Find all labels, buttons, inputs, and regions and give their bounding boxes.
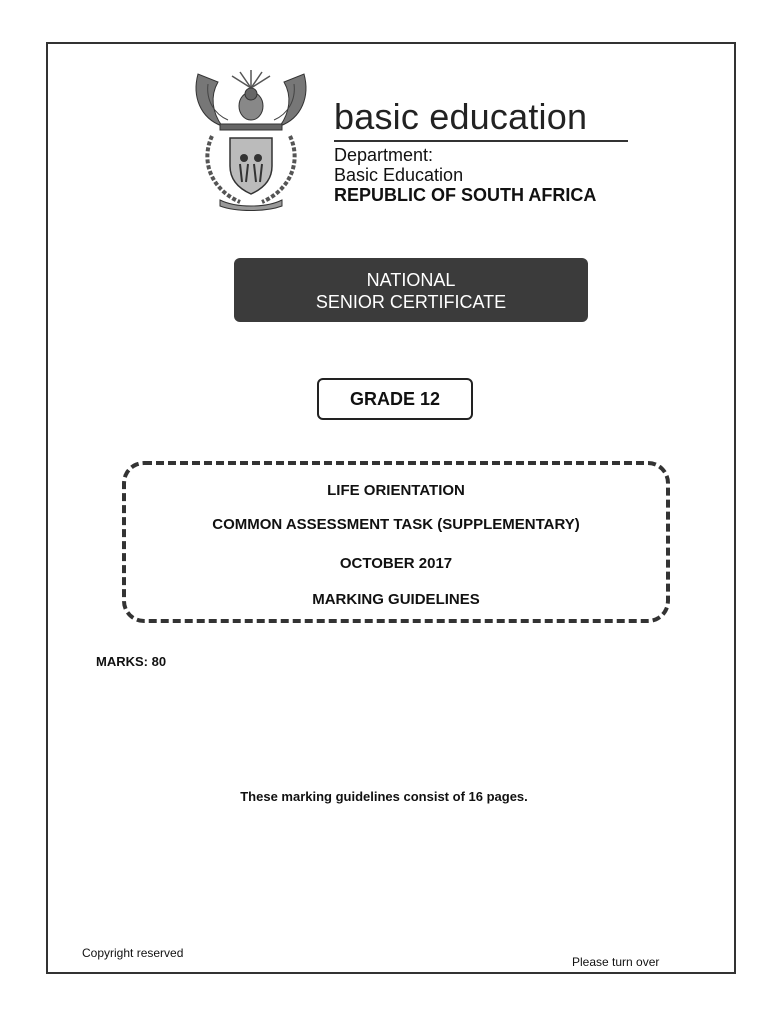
- coat-of-arms-icon: [190, 66, 312, 212]
- turn-over-note: Please turn over: [572, 955, 660, 969]
- page-count-note: These marking guidelines consist of 16 pages.: [240, 789, 528, 804]
- certificate-line-2: SENIOR CERTIFICATE: [315, 292, 507, 312]
- subject-title: LIFE ORIENTATION: [327, 482, 465, 499]
- task-title: COMMON ASSESSMENT TASK (SUPPLEMENTARY): [212, 516, 580, 533]
- grade-label: GRADE 12: [317, 378, 473, 420]
- certificate-banner: [234, 258, 588, 322]
- exam-date: OCTOBER 2017: [339, 555, 453, 572]
- department-label: Department:: [334, 145, 434, 165]
- document-type: MARKING GUIDELINES: [312, 591, 480, 608]
- department-heading: basic education: [334, 96, 588, 137]
- department-name: Basic Education: [334, 165, 464, 185]
- certificate-line-1: NATIONAL: [366, 270, 456, 290]
- copyright-notice: Copyright reserved: [82, 946, 184, 960]
- heading-underline: [334, 140, 628, 142]
- country-name: REPUBLIC OF SOUTH AFRICA: [334, 185, 597, 205]
- marks-total: MARKS: 80: [96, 654, 167, 669]
